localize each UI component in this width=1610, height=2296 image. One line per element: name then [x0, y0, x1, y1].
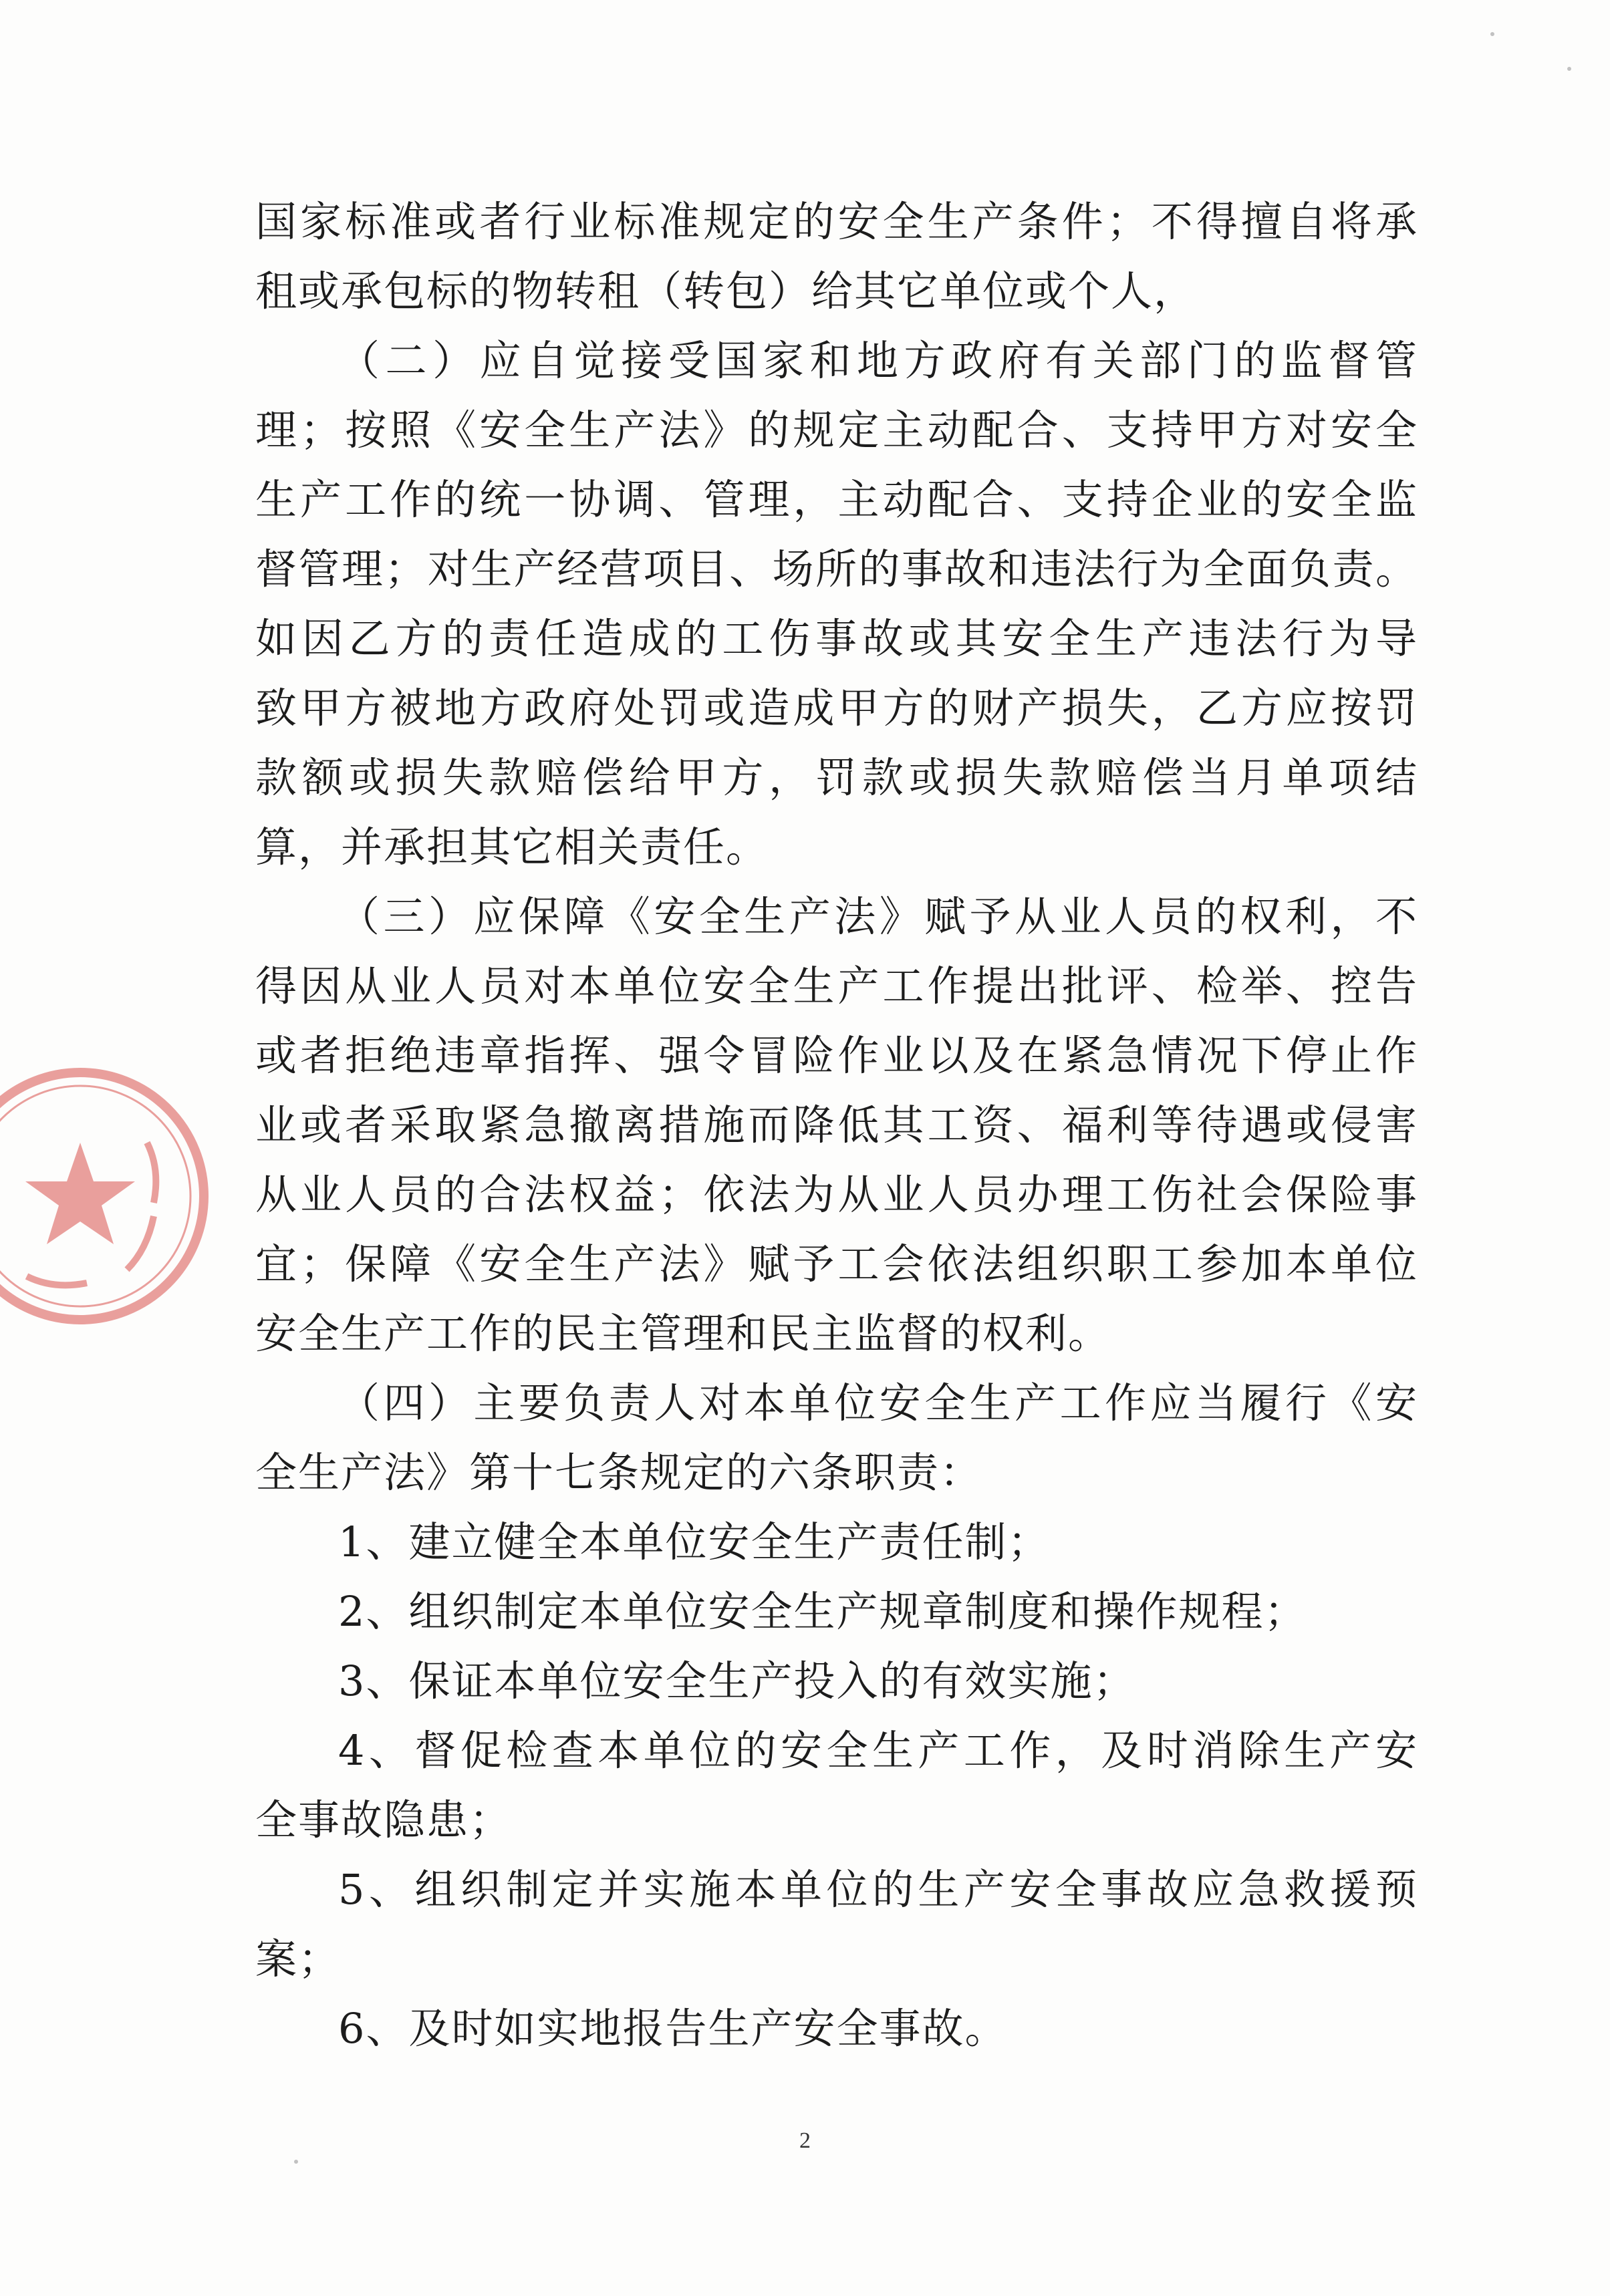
text-line: 安全生产工作的民主管理和民主监督的权利。 [255, 1309, 1111, 1358]
text-line: 宜；保障《安全生产法》赋予工会依法组织职工参加本单位 [255, 1240, 1418, 1288]
scan-speck [294, 2160, 298, 2164]
star-icon [25, 1143, 135, 1244]
text-line: 租或承包标的物转租（转包）给其它单位或个人， [255, 267, 1197, 315]
text-line: 4、督促检查本单位的安全生产工作，及时消除生产安 [338, 1726, 1418, 1775]
text-line: 生产工作的统一协调、管理，主动配合、支持企业的安全监 [255, 475, 1418, 524]
text-line: 1、建立健全本单位安全生产责任制； [338, 1518, 1051, 1566]
text-line: 2、组织制定本单位安全生产规章制度和操作规程； [338, 1587, 1307, 1636]
text-line: 国家标准或者行业标准规定的安全生产条件；不得擅自将承 [255, 197, 1418, 246]
text-line: （四）主要负责人对本单位安全生产工作应当履行《安 [338, 1379, 1418, 1427]
document-body [255, 187, 1418, 2063]
text-line: （三）应保障《安全生产法》赋予从业人员的权利，不 [338, 892, 1418, 941]
text-line: 3、保证本单位安全生产投入的有效实施； [338, 1657, 1136, 1705]
page-number: 2 [799, 2128, 811, 2153]
text-line: 理；按照《安全生产法》的规定主动配合、支持甲方对安全 [255, 406, 1418, 454]
text-line: 业或者采取紧急撤离措施而降低其工资、福利等待遇或侵害 [255, 1101, 1418, 1149]
text-line: 如因乙方的责任造成的工伤事故或其安全生产违法行为导 [255, 614, 1418, 663]
text-line: 5、组织制定并实施本单位的生产安全事故应急救援预 [338, 1865, 1418, 1914]
scan-speck [1490, 32, 1494, 36]
text-line: 得因从业人员对本单位安全生产工作提出批评、检举、控告 [255, 962, 1418, 1010]
text-line: 或者拒绝违章指挥、强令冒险作业以及在紧急情况下停止作 [255, 1031, 1418, 1080]
scan-speck [1567, 67, 1571, 71]
text-line: 6、及时如实地报告生产安全事故。 [338, 2004, 1008, 2053]
text-line: 算，并承担其它相关责任。 [255, 823, 769, 871]
text-line: 致甲方被地方政府处罚或造成甲方的财产损失，乙方应按罚 [255, 684, 1418, 732]
text-line: 督管理；对生产经营项目、场所的事故和违法行为全面负责。 [255, 545, 1418, 593]
text-line: 全生产法》第十七条规定的六条职责： [255, 1448, 983, 1497]
text-line: 全事故隐患； [255, 1796, 513, 1844]
text-line: 款额或损失款赔偿给甲方，罚款或损失款赔偿当月单项结 [255, 753, 1418, 802]
text-line: 从业人员的合法权益；依法为从业人员办理工伤社会保险事 [255, 1170, 1418, 1219]
text-line: 案； [255, 1934, 342, 1983]
text-line: （二）应自觉接受国家和地方政府有关部门的监督管 [338, 336, 1418, 385]
official-seal [0, 1062, 214, 1330]
